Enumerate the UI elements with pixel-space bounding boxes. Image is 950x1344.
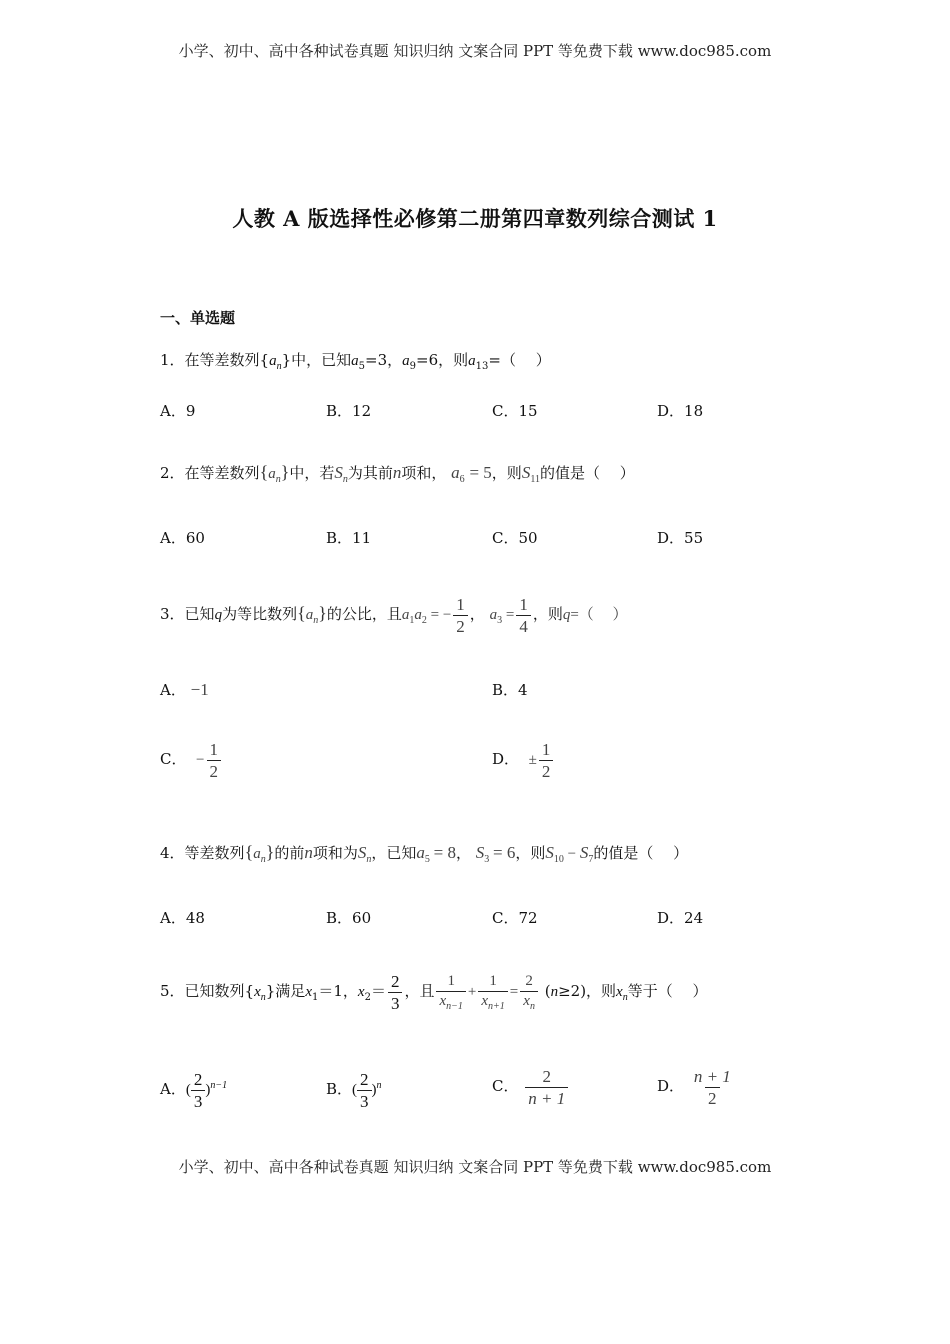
question-2: 2．在等差数列$\{a_n\}$中，若$S_n$为其前n项和， $a_6 = 5$，则$S_{11}$的值是（ ） <box>160 462 635 485</box>
q2-option-b[interactable]: B．11 <box>326 529 372 547</box>
q5-option-c[interactable]: C． $\frac{2}{n + 1}$ <box>492 1056 570 1116</box>
q5-option-d[interactable]: D． $\frac{n + 1}{2}$ <box>657 1066 731 1108</box>
fraction-one-half: $\frac{1}{2}$ <box>453 596 468 635</box>
q2-option-a[interactable]: A．60 <box>160 529 205 547</box>
q3-option-c[interactable]: C． − $\frac{1}{2}$ <box>160 733 223 786</box>
question-1: 1．在等差数列$\{a_n\}$中，已知$a_5=3$，$a_9=6$，则$a_{13}=$（ ） <box>160 351 551 372</box>
q1-option-b[interactable]: B．12 <box>326 402 372 420</box>
page-title: 人教 A 版选择性必修第二册第四章数列综合测试 1 <box>232 206 718 231</box>
q4-option-a[interactable]: A．48 <box>160 909 205 927</box>
page-header: 小学、初中、高中各种试卷真题 知识归纳 文案合同 PPT 等免费下载 www.doc985.com <box>178 42 772 60</box>
q4-option-d[interactable]: D．24 <box>657 909 704 927</box>
q5-option-b[interactable]: B．( $\frac{2}{3}$ )$^n$ <box>326 1069 382 1111</box>
q3-option-a[interactable]: A． −1 <box>160 680 209 699</box>
question-5: 5．已知数列$\{x_n\}$满足$x_1=1$，$x_2=$ $\frac{2}{3}$ ，且 $\frac{1}{x_{n-1}}$ + $\frac{1}{x_{n+1}}$ = $\frac{2}{x_n}$ (n≥2)，则$x_n$等于（ ） <box>160 971 708 1013</box>
page-footer: 小学、初中、高中各种试卷真题 知识归纳 文案合同 PPT 等免费下载 www.doc985.com <box>178 1158 772 1176</box>
q5-option-a[interactable]: A．( $\frac{2}{3}$ )$^{n-1}$ <box>160 1069 228 1111</box>
q1-option-c[interactable]: C．15 <box>492 402 538 420</box>
q3-option-b[interactable]: B．4 <box>492 681 528 699</box>
q1-option-a[interactable]: A．9 <box>160 402 196 420</box>
fraction-one-quarter: $\frac{1}{4}$ <box>516 596 531 635</box>
section-heading: 一、单选题 <box>160 309 236 327</box>
q2-option-c[interactable]: C．50 <box>492 529 538 547</box>
question-4: 4．等差数列$\{a_n\}$的前n项和为$S_n$，已知$a_5 = 8$， $S_3 = 6$，则$S_{10} - S_7$的值是（ ） <box>160 842 689 865</box>
q3-option-d[interactable]: D． ± $\frac{1}{2}$ <box>492 733 555 786</box>
q1-option-d[interactable]: D．18 <box>657 402 704 420</box>
q2-option-d[interactable]: D．55 <box>657 529 704 547</box>
question-3: 3．已知q为等比数列$\{a_n\}$的公比，且$a_1a_2$ = − $\frac{1}{2}$ ， $a_3$ = $\frac{1}{4}$ ，则q=（ ） <box>160 595 628 637</box>
q4-option-b[interactable]: B．60 <box>326 909 372 927</box>
q4-option-c[interactable]: C．72 <box>492 909 538 927</box>
